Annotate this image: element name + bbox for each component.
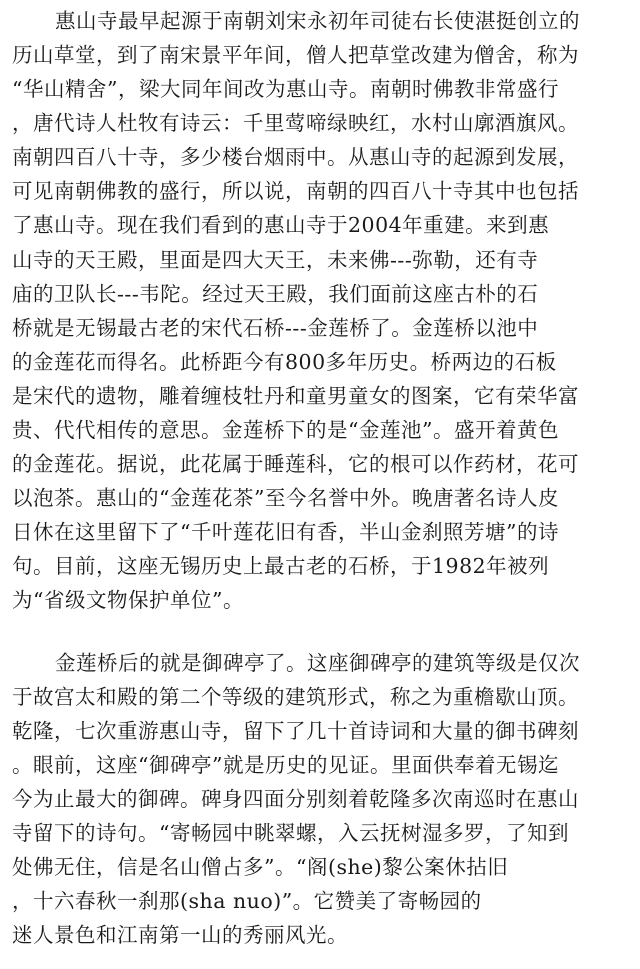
text-line: ，唐代诗人杜牧有诗云：千里莺啼绿映红，水村山廓酒旗风。 [12, 111, 579, 135]
text-line: 可见南朝佛教的盛行，所以说，南朝的四百八十寺其中也包括 [12, 179, 579, 203]
text-line: 。眼前，这座“御碑亭”就是历史的见证。里面供奉着无锡迄 [12, 753, 559, 777]
text-line: 金莲桥后的就是御碑亭了。这座御碑亭的建筑等级是仅次 [55, 651, 580, 675]
text-line: 桥就是无锡最古老的宋代石桥---金莲桥了。金莲桥以池中 [12, 316, 539, 340]
text-line: 的金莲花。据说，此花属于睡莲科，它的根可以作药材，花可 [12, 452, 579, 476]
text-line: 惠山寺最早起源于南朝刘宋永初年司徒右长使湛挺创立的 [55, 9, 580, 33]
text-line: 今为止最大的御碑。碑身四面分别刻着乾隆多次南巡时在惠山 [12, 787, 579, 811]
text-line: 南朝四百八十寺，多少楼台烟雨中。从惠山寺的起源到发展， [12, 145, 579, 169]
text-line: 日休在这里留下了“千叶莲花旧有香，半山金刹照芳塘”的诗 [12, 520, 559, 544]
text-line: 句。目前，这座无锡历史上最古老的石桥，于1982年被列 [12, 554, 550, 578]
text-line: 了惠山寺。现在我们看到的惠山寺于2004年重建。来到惠 [12, 213, 550, 237]
text-line: 贵、代代相传的意思。金莲桥下的是“金莲池”。盛开着黄色 [12, 418, 559, 442]
text-line: 为“省级文物保护单位”。 [12, 588, 244, 612]
text-line: 庙的卫队长---韦陀。经过天王殿，我们面前这座古朴的石 [12, 282, 539, 306]
text-line: 于故宫太和殿的第二个等级的建筑形式，称之为重檐歇山顶。 [12, 685, 579, 709]
text-line: 寺留下的诗句。“寄畅园中眺翠螺，入云抚树湿多罗，了知到 [12, 821, 569, 845]
text-line: 乾隆，七次重游惠山寺，留下了几十首诗词和大量的御书碑刻 [12, 719, 579, 743]
text-line: 历山草堂，到了南宋景平年间，僧人把草堂改建为僧舍，称为 [12, 43, 579, 67]
text-line: ，十六春秋一刹那(sha nuo)”。它赞美了寄畅园的 [12, 889, 482, 913]
text-line: 迷人景色和江南第一山的秀丽风光。 [12, 923, 348, 947]
text-line: “华山精舍”，梁大同年间改为惠山寺。南朝时佛教非常盛行 [12, 77, 559, 101]
text-line: 山寺的天王殿，里面是四大天王，未来佛---弥勒，还有寺 [12, 248, 539, 272]
text-line: 以泡茶。惠山的“金莲花茶”至今名誉中外。晚唐著名诗人皮 [12, 486, 559, 510]
text-line: 处佛无住，信是名山僧占多”。“阁(she)黎公案休拈旧 [12, 855, 509, 879]
text-line: 的金莲花而得名。此桥距今有800多年历史。桥两边的石板 [12, 350, 557, 374]
text-line: 是宋代的遗物，雕着缠枝牡丹和童男童女的图案，它有荣华富 [12, 384, 579, 408]
